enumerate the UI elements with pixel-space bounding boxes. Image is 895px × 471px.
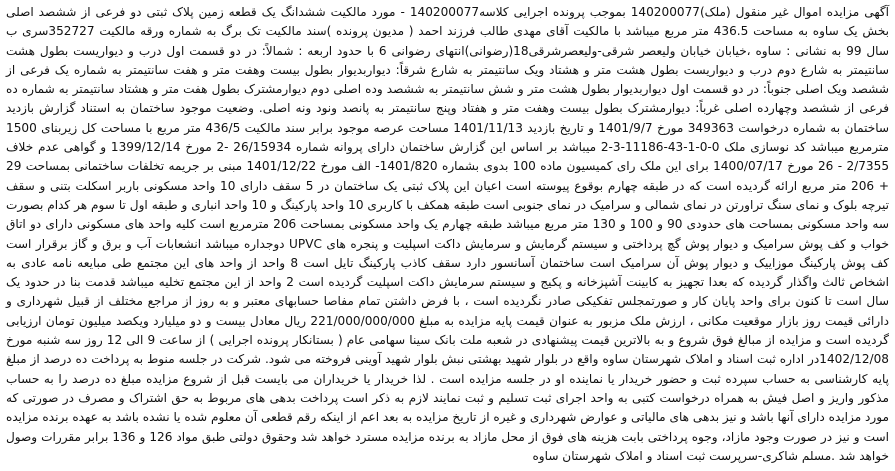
auction-notice-text: آگهی مزایده اموال غیر منقول (ملک)140200077 بموجب پرونده اجرایی کلاسه140200077 - مورد مالکیت ششدانگ یک قطعه زمین پلاک ثبتی دو فرعی از ششصد اصلی بخش یک ساوه به مساحت 436.5 متر مربع میباشد با مالکیت آقای مهدی طالب فرزند احمد ( مدیون پرونده )سند مالکیت تک برگ به شماره ورقه مالکیت 352727سری ب سال 99 به نشانی : ساوه ،خیابان خیابان ولیعصر شرقی-ولیعصرشرقی18(رضوانی)انتهای رضوانی 6 با حدود اربعه : شمالاً: در دو قسمت اول درب و دیواریست بطول هشت سانتیمتر به شارع دوم درب و دیواریست بطول هشت متر و هشتاد ویک سانتیمتر به شارع شرقاً: دیواربدیوار بطول بیست وهفت متر و هفت سانتیمتر به شماره یک فرعی از ششصد ویک اصلی جنوباً: در دو قسمت اول دیواربدیوار بطول هشت متر و شش سانتیمتر به ششصد وده اصلی دوم دیوارمشترک بطول هفت متر و هشتاد سانتیمتر به شماره ده فرعی از ششصد وچهارده اصلی غرباً: دیوارمشترک بطول بیست وهفت متر و هفتاد وپنج سانتیمتر به پانصد ونود ونه اصلی. وضعیت موجود ساختمان به استناد گزارش بازدید ساختمان به شماره درخواست 349363 مورخ 1401/9/7 و تاریخ بازدید 1401/11/13 مساحت عرصه موجود برابر سند مالکیت 436/5 متر مربع با مساحت کل زیربنای 1500 مترمربع میباشد کد نوسازی ملک 0-0-1-43-11186-3-2 میباشد بر اساس این گزارش ساختمان دارای پروانه شماره 26/15934 -2 مورخ 1399/12/14 و گواهی عدم خلاف 2/7355 - 26 مورخ 1400/07/17 برای این ملک رای کمیسیون ماده 100 بدوی بشماره 1401/820- الف مورخ 1401/12/22 مبنی بر جریمه تخلفات ساختمانی بمساحت 29 + 206 متر مربع ارائه گردیده است که در طبقه چهارم بوقوع پیوسته است اعیان این پلاک ثبتی یک ساختمان در 5 سقف دارای 10 واحد مسکونی باربر اسکلت بتنی و سقف تیرچه بلوک و نمای سنگ تراورتن در نمای شمالی و سرامیک در نمای جنوبی است طبقه همکف با کاربری 10 واحد پارکینگ و 10 واحد انباری و طبقه اول تا سوم هر کدام بصورت سه واحد مسکونی بمساحت های حدودی 90 و 100 و 130 متر مربع میباشد طبقه چهارم یک واحد مسکونی بمساحت 206 مترمربع است کلیه واحد های مسکونی دارای دو اتاق خواب و کف پوش سرامیک و دیوار پوش گچ پرداختی و سیستم گرمایش و سرمایش داکت اسپلیت و پنجره های UPVC دوجداره میباشد انشعابات آب و برق و گاز برقرار است کف پوش پارکینگ موزاییک و دیوار پوش آن سرامیک است ساختمان آسانسور دارد سقف کاذب پارکینگ تایل است 8 واحد از واحد های این مجتمع طی مبایعه نامه عادی به اشخاص ثالث واگذار گردیده که بعدا تجهیز به کابینت آشپزخانه و پکیج و سیستم سرمایش داکت اسپلیت گردیده است 2 واحد از این مجتمع تخلیه میباشد قدمت بنا در حدود یک سال است تا کنون برای واحد پایان کار و صورتمجلس تفکیکی صادر نگردیده است ، با فرض داشتن تمام مفاصا حسابهای معتبر و به روز از مراجع مختلف از قبیل شهرداری و دارائی قیمت روز بازار موقعیت مکانی ، ارزش ملک مزبور به عنوان قیمت پایه مزایده به مبلغ 221/000/000/000 ریال معادل بیست و دو میلیارد ویکصد میلیون تومان ارزیابی گردیده است و مزایده از مبالغ فوق شروع و به بالاترین قیمت پیشنهادی در شعبه ملت بانک سینا سهامی عام ( بستانکار پرونده اجرایی ) از ساعت 9 الی 12 روز سه شنبه مورخ 1402/12/08در اداره ثبت اسناد و املاک شهرستان ساوه واقع در بلوار شهید بهشتی نبش بلوار شهید آوینی فروخته می شود. شرکت در جلسه منوط به پرداخت ده درصد از مبلغ پایه کارشناسی به حساب سپرده ثبت و حضور خریدار یا نماینده او در جلسه مزایده است . لذا خریدار یا خریداران می بایست قبل از شروع مزایده مبلغ ده درصد را به حساب مذکور واریز و اصل فیش به همراه درخواست کتبی به واحد اجرای ثبت تسلیم و ثبت نمایند لازم به ذکر است پرداخت بدهی های مربوط به حق اشتراک و مصرف در صورتی که مورد مزایده دارای آنها باشد و نیز بدهی های مالیاتی و عوارض شهرداری و غیره از تاریخ مزایده به بعد اعم از اینکه رقم قطعی آن معلوم شده یا نشده باشد به عهده برنده مزایده است و نیز در صورت وجود مازاد، وجوه پرداختی بابت هزینه های فوق از محل مازاد به برنده مزایده مسترد خواهد شد وحقوق دولتی طبق مواد 126 و 136 برابر مقررات وصول خواهد شد .مسلم شاکری-سرپرست ثبت اسناد و املاک شهرستان ساوه — [6, 5, 890, 463]
